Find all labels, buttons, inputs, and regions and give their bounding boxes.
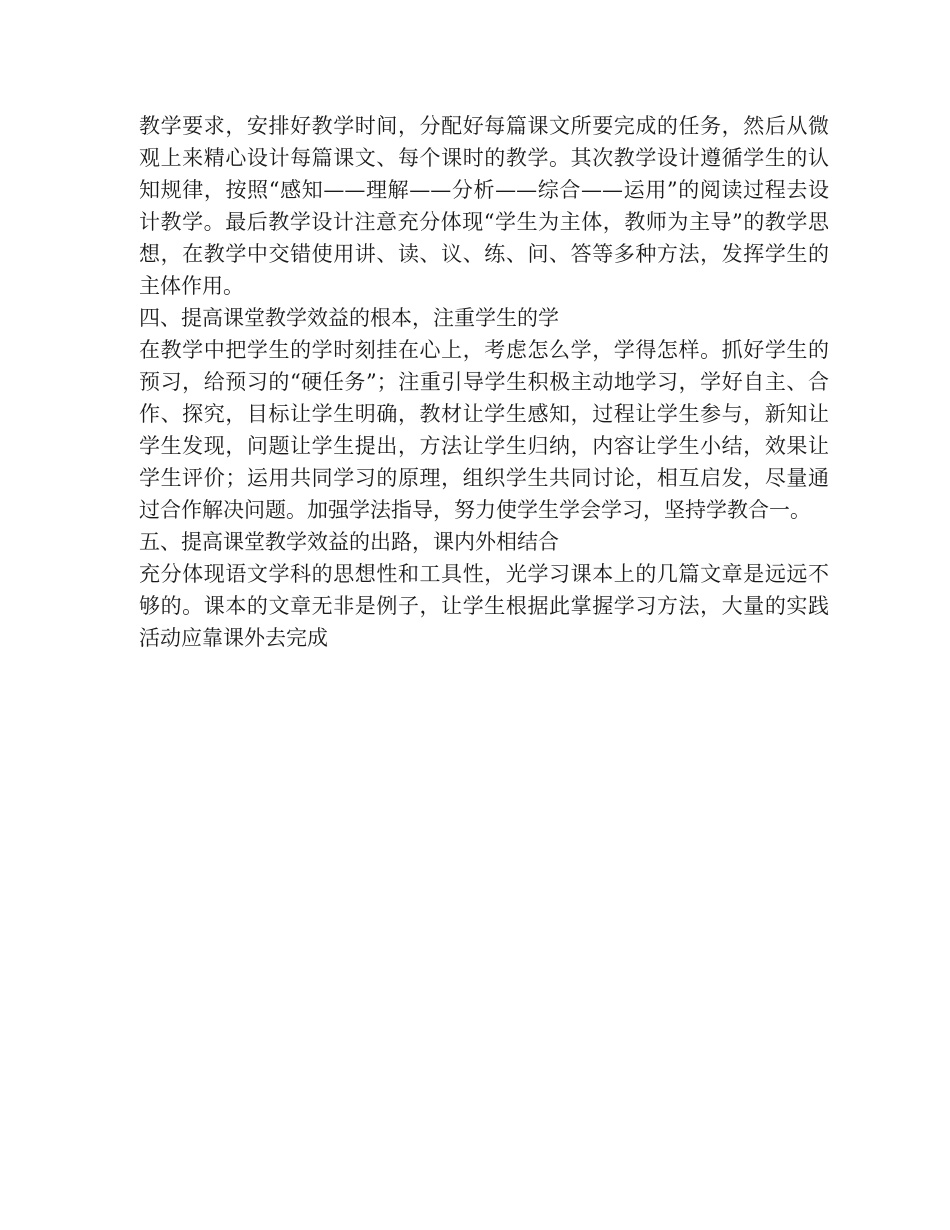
document-body — [139, 110, 829, 654]
section-heading: 五、提高课堂教学效益的出路，课内外相结合 — [139, 530, 559, 554]
section-heading: 四、提高课堂教学效益的根本，注重学生的学 — [139, 306, 559, 330]
body-paragraph: 充分体现语文学科的思想性和工具性，光学习课本上的几篇文章是远远不够的。课本的文章无非是例子，让学生根据此掌握学习方法，大量的实践活动应靠课外去完成 — [139, 562, 829, 650]
body-paragraph: 教学要求，安排好教学时间，分配好每篇课文所要完成的任务，然后从微观上来精心设计每篇课文、每个课时的教学。其次教学设计遵循学生的认知规律，按照“感知——理解——分析——综合——运用”的阅读过程去设计教学。最后教学设计注意充分体现“学生为主体，教师为主导”的教学思想，在教学中交错使用讲、读、议、练、问、答等多种方法，发挥学生的主体作用。 — [139, 114, 829, 298]
body-paragraph: 在教学中把学生的学时刻挂在心上，考虑怎么学，学得怎样。抓好学生的预习，给预习的“硬任务”；注重引导学生积极主动地学习，学好自主、合作、探究，目标让学生明确，教材让学生感知，过程让学生参与，新知让学生发现，问题让学生提出，方法让学生归纳，内容让学生小结，效果让学生评价；运用共同学习的原理，组织学生共同讨论，相互启发，尽量通过合作解决问题。加强学法指导，努力使学生学会学习，坚持学教合一。 — [139, 338, 829, 522]
